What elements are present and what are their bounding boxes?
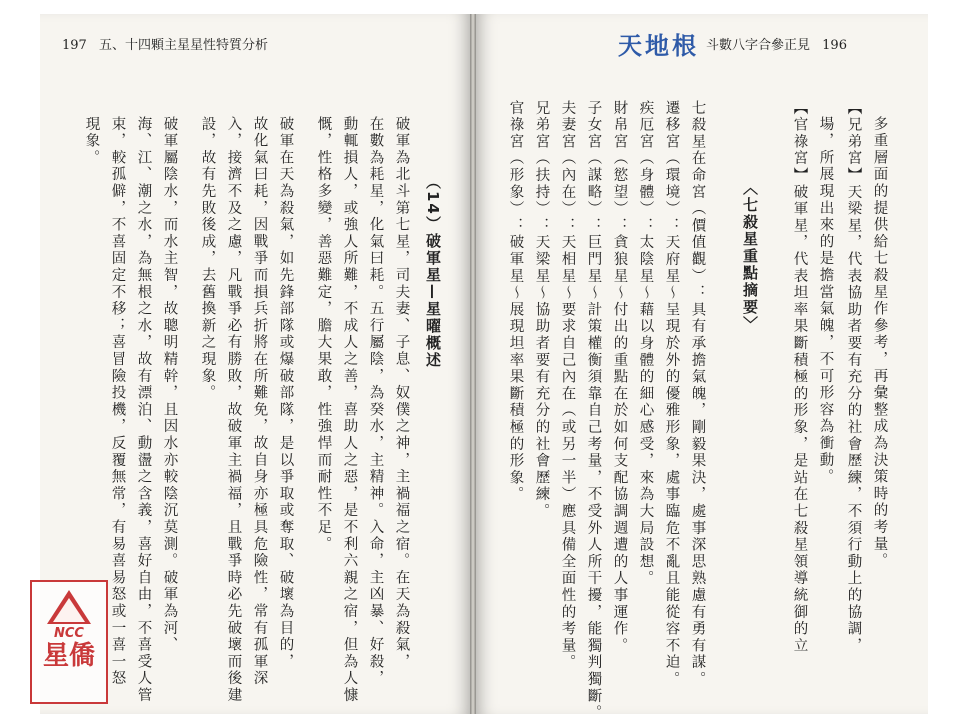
- right-column-6: 七殺星在命宮（價值觀）：具有承擔氣魄，剛毅果決，處事深思熟慮有勇有謀。: [689, 100, 706, 688]
- ncc-watermark-seal: [30, 580, 108, 704]
- left-column-6: 故化氣曰耗，因戰爭而損兵折將在所難免，故自身亦極具危險性，常有孤軍深: [251, 116, 268, 688]
- left-column-10: 海、江、潮之水，為無根之水，故有漂泊、動盪之含義，喜好自由，不喜受人管: [135, 116, 152, 704]
- left-column-4: 慨，性格多變，善惡難定，膽大果敢，性強悍而耐性不足。: [315, 116, 332, 553]
- summary-title: 〈七殺星重點摘要〉: [741, 180, 759, 333]
- section-title: （14）破軍星—星曜概述: [424, 174, 442, 369]
- left-column-5: 破軍在天為殺氣，如先鋒部隊或爆破部隊，是以爭取或奪取、破壞為目的，: [277, 116, 294, 671]
- right-column-3: 場，所展現出來的是擔當氣魄，不可形容為衝動。: [817, 116, 834, 486]
- right-column-11: 夫妻宮（內在）：天相星～要求自己內在（或另一半）應具備全面性的考量。: [559, 100, 576, 672]
- right-column-12: 兄弟宮（扶持）：天梁星～協助者要有充分的社會歷練。: [533, 100, 550, 520]
- right-column-1: 多重層面的提供給七殺星作參考，再彙整成為決策時的考量。: [871, 116, 888, 570]
- left-column-9: 破軍屬陰水，而水主智，故聰明精幹，且因水亦較陰沉莫測。破軍為河、: [161, 116, 178, 654]
- right-column-10: 子女宮（謀略）：巨門星～計策權衡須靠自己考量，不受外人所干擾，能獨判獨斷。: [585, 100, 602, 722]
- left-column-12: 現象。: [83, 116, 100, 167]
- triangle-icon: [47, 590, 91, 624]
- right-page-number: 196: [822, 38, 847, 53]
- left-column-7: 入，接濟不及之慮，凡戰爭必有勝敗，故破軍主禍福，且戰爭時必先破壞而後建: [225, 116, 242, 704]
- left-column-8: 設，故有先敗後成，去舊換新之現象。: [199, 116, 216, 402]
- left-column-2: 在數為耗星，化氣曰耗。五行屬陰，為癸水，主精神。入命，主凶暴、好殺，: [367, 116, 384, 688]
- right-running-header: [706, 34, 847, 53]
- left-page-number: 197: [62, 38, 87, 53]
- right-column-9: 財帛宮（慾望）：貪狼星～付出的重點在於如何支配協調週遭的人事運作。: [611, 100, 628, 655]
- left-column-3: 動輒損人，或強人所難，不成人之善，喜助人之惡，是不利六親之宿，但為人慷: [341, 116, 358, 704]
- left-column-1: 破軍為北斗第七星，司夫妻、子息、奴僕之神，主禍福之宿。在天為殺氣，: [393, 116, 410, 671]
- right-column-13: 官祿宮（形象）：破軍星～展現坦率果斷積極的形象。: [507, 100, 524, 504]
- right-column-4: 【官祿宮】破軍星，代表坦率果斷積極的形象，是站在七殺星領導統御的立: [791, 100, 808, 655]
- right-column-8: 疾厄宮（身體）：太陰星～藉以身體的細心感受，來為大局設想。: [637, 100, 654, 588]
- brand-logo: 天地根: [618, 32, 699, 60]
- left-column-11: 束，較孤僻，不喜固定不移；喜冒險投機，反覆無常，有易喜易怒或一喜一怒: [109, 116, 126, 688]
- watermark-ncc-text: NCC: [54, 626, 84, 641]
- right-column-7: 遷移宮（環境）：天府星～呈現於外的優雅形象，處事臨危不亂且能從容不迫。: [663, 100, 680, 688]
- right-header-title: 斗數八字合參正見: [706, 38, 811, 53]
- watermark-brand-text: 星僑: [42, 641, 95, 671]
- left-header-title: 五、十四顆主星星性特質分析: [98, 38, 268, 53]
- right-column-2: 【兄弟宮】天梁星，代表協助者要有充分的社會歷練，不須行動上的協調，: [845, 100, 862, 655]
- left-running-header: [62, 34, 268, 53]
